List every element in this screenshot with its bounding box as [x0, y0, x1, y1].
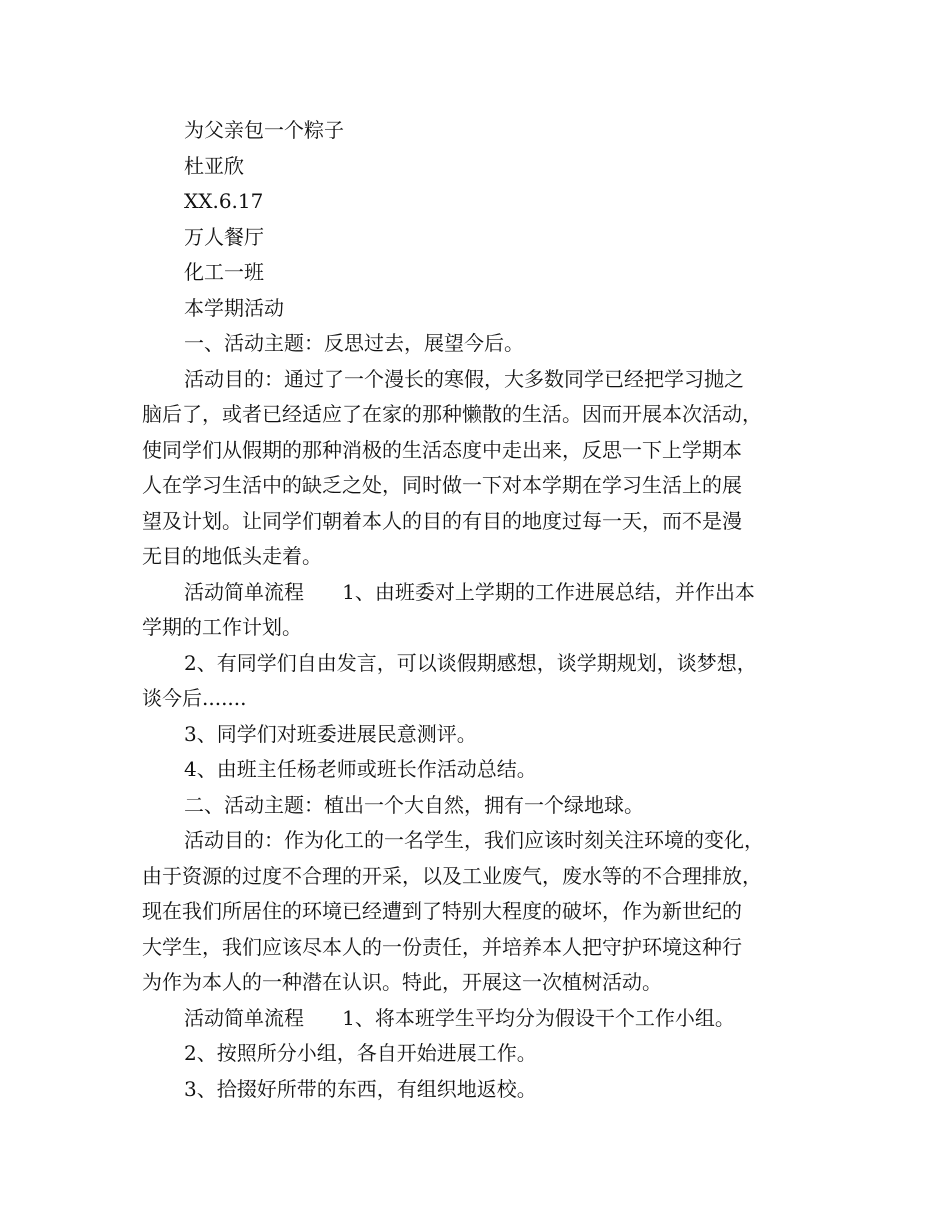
- text-line: 为父亲包一个粽子: [184, 118, 344, 142]
- text-line: 由于资源的过度不合理的开采，以及工业废气，废水等的不合理排放，: [142, 863, 762, 888]
- text-line: 本学期活动: [184, 295, 284, 320]
- text-line: 活动简单流程 1、将本班学生平均分为假设干个工作小组。: [184, 1005, 735, 1030]
- text-line: 杜亚欣: [184, 153, 244, 178]
- text-line: 活动目的：作为化工的一名学生，我们应该时刻关注环境的变化，: [184, 828, 764, 852]
- text-line: 无目的地低头走着。: [142, 544, 322, 568]
- text-line: 现在我们所居住的环境已经遭到了特别大程度的破坏，作为新世纪的: [142, 899, 742, 923]
- text-line: 大学生，我们应该尽本人的一份责任，并培养本人把守护环境这种行: [142, 934, 742, 959]
- text-line: 2、有同学们自由发言，可以谈假期感想，谈学期规划，谈梦想，: [184, 650, 757, 675]
- text-line: XX.6.17: [184, 189, 264, 213]
- text-line: 使同学们从假期的那种消极的生活态度中走出来，反思一下上学期本: [142, 437, 742, 462]
- text-line: 3、拾掇好所带的东西，有组织地返校。: [184, 1076, 537, 1101]
- text-line: 人在学习生活中的缺乏之处，同时做一下对本学期在学习生活上的展: [142, 473, 742, 497]
- text-line: 为作为本人的一种潜在认识。特此，开展这一次植树活动。: [142, 970, 662, 994]
- text-line: 2、按照所分小组，各自开始进展工作。: [184, 1041, 537, 1065]
- text-line: 4、由班主任杨老师或班长作活动总结。: [184, 757, 537, 781]
- text-line: 活动目的：通过了一个漫长的寒假，大多数同学已经把学习抛之: [184, 366, 744, 391]
- text-line: 二、活动主题：植出一个大自然，拥有一个绿地球。: [184, 792, 644, 817]
- text-line: 学期的工作计划。: [142, 615, 302, 639]
- text-line: 望及计划。让同学们朝着本人的目的有目的地度过每一天，而不是漫: [142, 508, 742, 533]
- text-line: 化工一班: [184, 260, 264, 284]
- text-line: 活动简单流程 1、由班委对上学期的工作进展总结，并作出本: [184, 579, 755, 604]
- text-line: 谈今后.......: [142, 686, 247, 710]
- text-line: 3、同学们对班委进展民意测评。: [184, 721, 477, 746]
- document-body: [142, 113, 822, 1107]
- text-line: 一、活动主题：反思过去，展望今后。: [184, 331, 524, 355]
- text-line: 脑后了，或者已经适应了在家的那种懒散的生活。因而开展本次活动，: [142, 402, 762, 426]
- text-line: 万人餐厅: [184, 224, 264, 249]
